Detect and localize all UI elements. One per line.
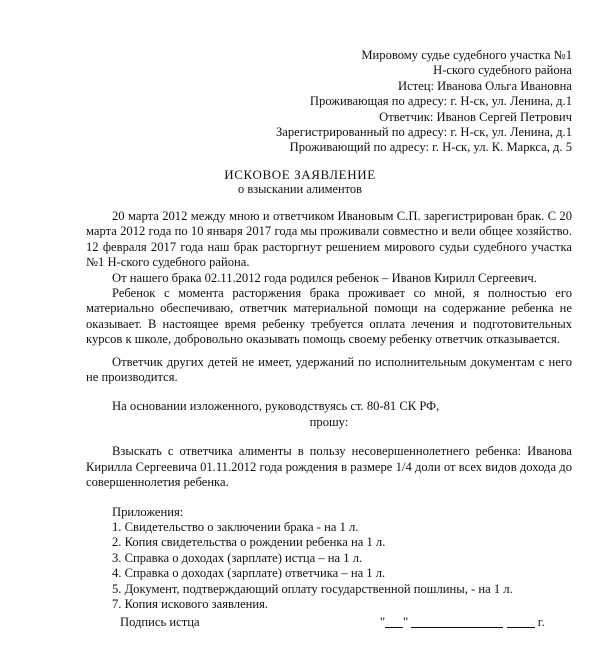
header-line-defendant-address: Проживающий по адресу: г. Н-ск, ул. К. Маркса, д. 5: [289, 140, 572, 155]
attachment-item: 1. Свидетельство о заключении брака - на 1 л.: [112, 519, 359, 534]
document-subtitle: о взыскании алиментов: [238, 182, 362, 197]
paragraph-legal-basis: На основании изложенного, руководствуясь ст. 80-81 СК РФ,: [112, 399, 440, 414]
header-line-district: Н-ского судебного района: [433, 63, 572, 78]
attachment-item: 5. Документ, подтверждающий оплату государственной пошлины, - на 1 л.: [112, 581, 513, 596]
day-blank: [385, 615, 403, 628]
header-line-plaintiff-address: Проживающая по адресу: г. Н-ск, ул. Ленина, д.1: [309, 94, 572, 109]
paragraph-other-children: Ответчик других детей не имеет, удержаний по исполнительным документам с него не производится.: [86, 354, 572, 385]
year-suffix: г.: [537, 615, 545, 629]
month-blank: [411, 615, 503, 628]
header-line-defendant: Ответчик: Иванов Сергей Петрович: [379, 109, 572, 124]
paragraph-marriage: 20 марта 2012 между мною и ответчиком Ивановым С.П. зарегистрирован брак. С 20 марта 2012 года по 10 января 2017 года мы проживали совместно и вели общее хозяйство. 12 февраля 2017 года наш брак расторгнут решением мирового судьи судебного участка №1 Н-ского судебного района.: [86, 209, 572, 270]
paragraph-support: Ребенок с момента расторжения брака проживает со мной, я полностью его материально обеспечиваю, ответчик материальной помощи на содержание ребенка не оказывает. В настоящее время ребенку требуется оплата лечения и подготовительных курсов к школе, добровольно оказывать помощь своему ребенку ответчик отказывается.: [86, 286, 572, 347]
signature-date-field: [380, 615, 545, 630]
header-line-court: Мировому судье судебного участка №1: [361, 48, 572, 62]
attachments-heading: Приложения:: [112, 504, 184, 519]
attachment-item: 2. Копия свидетельства о рождении ребенка на 1 л.: [112, 535, 386, 550]
attachment-item: 4. Справка о доходах (зарплате) ответчика – на 1 л.: [112, 566, 386, 581]
title-block: [0, 167, 600, 198]
header-line-defendant-registration: Зарегистрированный по адресу: г. Н-ск, ул. Ленина, д.1: [275, 125, 572, 140]
paragraph-request: Взыскать с ответчика алименты в пользу несовершеннолетнего ребенка: Иванова Кирилла Сергеевича 01.11.2012 года рождения в размере 1/4 доли от всех видов дохода до совершеннолетия ребенка.: [86, 444, 572, 490]
signature-label: Подпись истца: [120, 615, 200, 629]
claim-body: [86, 209, 572, 612]
request-heading: прошу:: [309, 414, 349, 429]
date-quote-open: ": [380, 615, 386, 629]
attachment-item: 7. Копия искового заявления.: [112, 596, 269, 611]
document-title: ИСКОВОЕ ЗАЯВЛЕНИЕ: [224, 167, 376, 182]
header-line-plaintiff: Истец: Иванова Ольга Ивановна: [398, 78, 572, 93]
paragraph-child: От нашего брака 02.11.2012 года родился ребенок – Иванов Кирилл Сергеевич.: [112, 270, 537, 285]
year-blank: [507, 615, 535, 628]
attachments-list: [112, 505, 572, 613]
addressee-header: [232, 48, 572, 156]
attachment-item: 3. Справка о доходах (зарплате) истца – на 1 л.: [112, 550, 363, 565]
date-quote-close: ": [403, 615, 409, 629]
